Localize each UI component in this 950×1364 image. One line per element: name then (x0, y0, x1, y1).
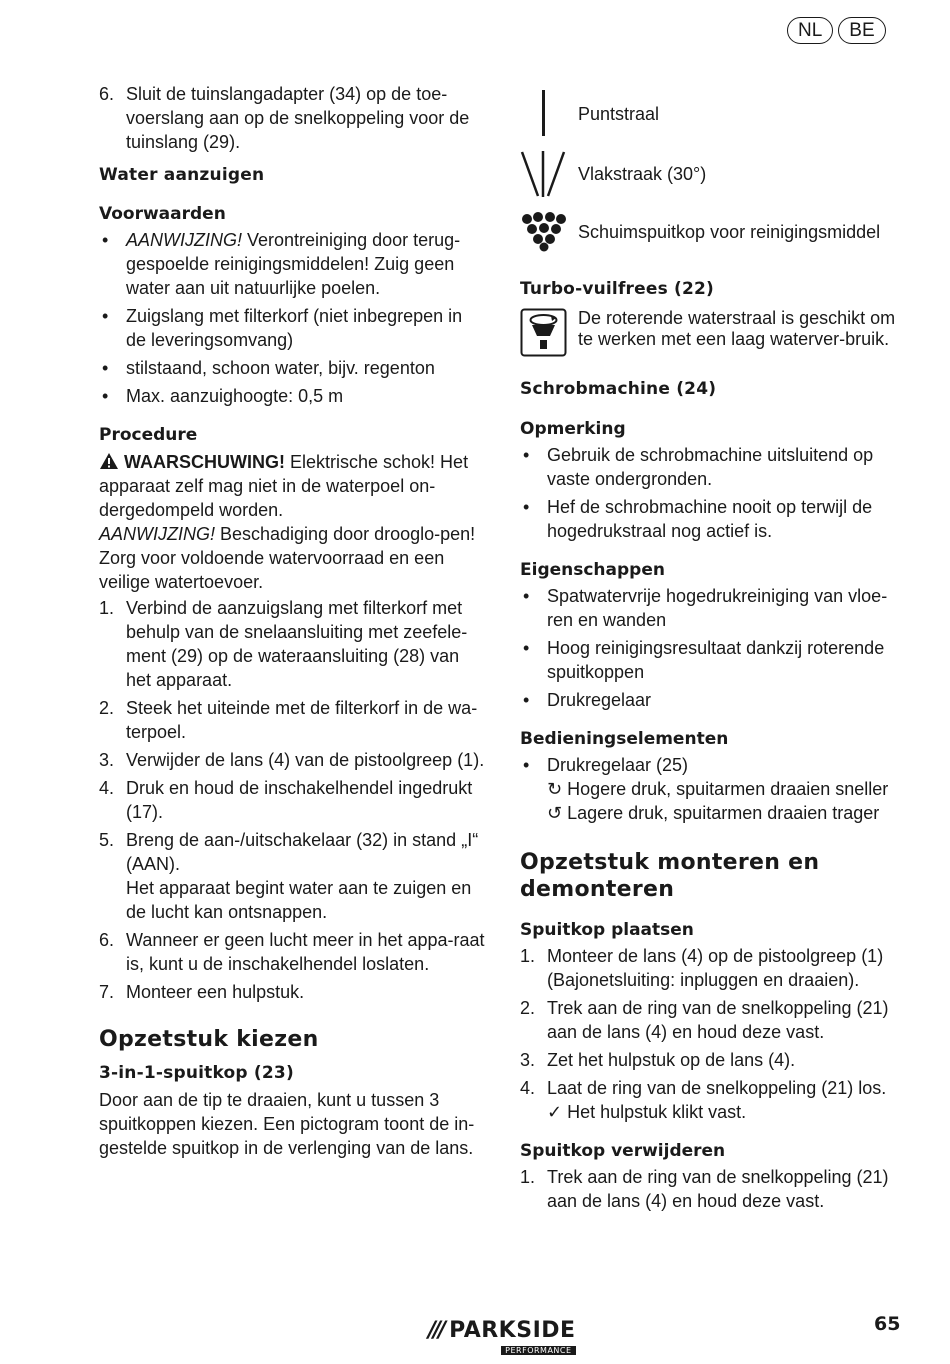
list-item (99, 82, 485, 154)
point-jet-icon (520, 88, 578, 140)
language-badge-nl: NL (787, 17, 833, 44)
spuitkop-paragraph: Door aan de tip te draaien, kunt u tussen 3 spuitkoppen kiezen. Een pictogram toont de in-gestelde spuitkop in de verlenging van de lans. (99, 1090, 475, 1158)
bediening-list (520, 753, 905, 825)
turbo-text: De roterende waterstraal is geschikt om te werken met een laag waterver-bruik. (578, 308, 896, 349)
list-item-text: Drukregelaar (547, 690, 652, 710)
step-number: 2. (99, 698, 115, 718)
step-text: Verbind de aanzuigslang met filterkorf met behulp van de snelaansluiting met zeefele-ment (29) op de wateraansluiting (28) van het apparaat. (126, 598, 468, 690)
foam-nozzle-icon (520, 212, 578, 252)
verwijderen-steps (520, 1165, 905, 1213)
subheading-verwijderen: Spuitkop verwijderen (520, 1141, 726, 1161)
notice-paragraph (99, 522, 485, 594)
list-item-text: Zuigslang met filterkorf (niet inbegrepen in de leveringsomvang) (126, 306, 463, 350)
parkside-logo (428, 1318, 576, 1355)
bullet: • (523, 497, 530, 517)
step-text: Druk en houd de inschakelhendel ingedrukt (17). (126, 778, 473, 822)
list-item-text: stilstaand, schoon water, bijv. regenton (126, 358, 435, 378)
step-text: Breng de aan-/uitschakelaar (32) in stand „I“ (AAN). (126, 830, 479, 874)
warning-label: WAARSCHUWING! (124, 452, 285, 472)
section-heading-monteren (520, 849, 905, 903)
list-item (99, 828, 485, 924)
eigenschappen-list (520, 584, 905, 712)
step-text: Laat de ring van de snelkoppeling (21) los. (547, 1078, 887, 1098)
step-text: Verwijder de lans (4) van de pistoolgreep (1). (126, 750, 485, 770)
logo-slashes: /// (428, 1318, 444, 1343)
turbo-block (520, 308, 905, 358)
section-heading-kiezen: Opzetstuk kiezen (99, 1027, 319, 1052)
notice-label: AANWIJZING! (99, 524, 215, 544)
step-number: 7. (99, 982, 115, 1002)
step-number: 4. (520, 1078, 536, 1098)
subheading-turbo: Turbo-vuilfrees (22) (520, 279, 715, 299)
step-number: 6. (99, 930, 115, 950)
step-text: Zet het hulpstuk op de lans (4). (547, 1050, 796, 1070)
list-item-text: Drukregelaar (25) (547, 755, 689, 775)
list-item (99, 384, 485, 408)
step-number: 5. (99, 830, 115, 850)
bullet: • (523, 690, 530, 710)
subheading-voorwaarden: Voorwaarden (99, 204, 226, 224)
step-text: Monteer een hulpstuk. (126, 982, 305, 1002)
rotate-counterclockwise-icon: ↺ (547, 803, 563, 823)
bullet: • (102, 230, 109, 250)
subheading-plaatsen: Spuitkop plaatsen (520, 920, 694, 940)
list-item (520, 1076, 905, 1124)
step-text: Steek het uiteinde met de filterkorf in de wa-terpoel. (126, 698, 478, 742)
heading-line: demonteren (520, 877, 675, 902)
step-extra-text: Het apparaat begint water aan te zuigen en de lucht kan ontsnappen. (126, 878, 472, 922)
list-item-text: Gebruik de schrobmachine uitsluitend op vaste ondergronden. (547, 445, 874, 489)
step-text: Sluit de tuinslangadapter (34) op de toe-voerslang aan op de snelkoppeling voor de tuinslang (29). (126, 84, 470, 152)
step-result-text: Het hulpstuk klikt vast. (567, 1102, 747, 1122)
step-number: 4. (99, 778, 115, 798)
list-item (99, 748, 485, 772)
list-item-text: Hef de schrobmachine nooit op terwijl de hogedrukstraal nog actief is. (547, 497, 873, 541)
right-column (520, 88, 905, 1213)
list-item (99, 356, 485, 380)
nozzle-row (520, 88, 905, 140)
left-column (99, 82, 485, 1160)
list-item (99, 696, 485, 744)
list-item (99, 304, 485, 352)
step-number: 1. (99, 598, 115, 618)
list-item (520, 996, 905, 1044)
step-number: 3. (99, 750, 115, 770)
list-item-text: Max. aanzuighoogte: 0,5 m (126, 386, 344, 406)
step-text: Wanneer er geen lucht meer in het appa-raat is, kunt u de inschakelhendel loslaten. (126, 930, 485, 974)
notice-label: AANWIJZING! (126, 230, 242, 250)
list-item (520, 495, 905, 543)
flat-jet-icon (520, 149, 578, 199)
bullet: • (102, 386, 109, 406)
bullet: • (102, 306, 109, 326)
list-item (520, 753, 905, 825)
list-item (99, 980, 485, 1004)
logo-subtitle: PERFORMANCE (501, 1346, 575, 1355)
notice-text: Beschadiging door drooglo-pen! Zorg voor voldoende watervoorraad en een veilige watertoevoer. (99, 524, 476, 592)
section-heading-water: Water aanzuigen (99, 165, 265, 185)
list-item (520, 443, 905, 491)
nozzle-row (520, 146, 905, 202)
subheading-schrob: Schrobmachine (24) (520, 379, 717, 399)
checkmark-icon: ✓ (547, 1102, 563, 1122)
subheading-spuitkop: 3-in-1-spuitkop (23) (99, 1063, 294, 1083)
bullet: • (102, 358, 109, 378)
step-number: 3. (520, 1050, 536, 1070)
opmerking-list (520, 443, 905, 543)
warning-paragraph (99, 450, 485, 522)
list-item (520, 1165, 905, 1213)
step-number: 2. (520, 998, 536, 1018)
step-number: 1. (520, 1167, 536, 1187)
procedure-steps (99, 596, 485, 1004)
list-item-text: Spatwatervrije hogedrukreiniging van vloe-ren en wanden (547, 586, 888, 630)
list-item (520, 944, 905, 992)
step-number: 6. (99, 84, 115, 104)
plaatsen-steps (520, 944, 905, 1124)
subheading-bediening: Bedieningselementen (520, 729, 729, 749)
warning-text: Elektrische schok! Het apparaat zelf mag niet in de waterpoel on-dergedompeld worden. (99, 452, 469, 520)
heading-line: Opzetstuk monteren en (520, 850, 820, 875)
logo-brand: PARKSIDE (449, 1318, 576, 1343)
list-item-text: Hoog reinigingsresultaat dankzij roterende spuitkoppen (547, 638, 885, 682)
list-item (99, 776, 485, 824)
bullet: • (523, 445, 530, 465)
nozzle-row (520, 208, 905, 256)
list-item (520, 584, 905, 632)
step-text: Monteer de lans (4) op de pistoolgreep (1) (Bajonetsluiting: inpluggen en draaien). (547, 946, 884, 990)
sub-item-text: Hogere druk, spuitarmen draaien sneller (567, 779, 889, 799)
nozzle-label: Vlakstraak (30°) (578, 164, 707, 184)
step-number: 1. (520, 946, 536, 966)
list-item (520, 636, 905, 684)
list-item (99, 596, 485, 692)
step-text: Trek aan de ring van de snelkoppeling (21) aan de lans (4) en houd deze vast. (547, 998, 889, 1042)
list-item (520, 1048, 905, 1072)
rotate-clockwise-icon: ↻ (547, 779, 563, 799)
list-item (99, 228, 485, 300)
subheading-eigenschappen: Eigenschappen (520, 560, 665, 580)
bullet: • (523, 638, 530, 658)
nozzle-label: Schuimspuitkop voor reinigingsmiddel (578, 222, 881, 242)
sub-item-text: Lagere druk, spuitarmen draaien trager (567, 803, 880, 823)
list-item (520, 688, 905, 712)
warning-icon (99, 452, 119, 470)
page-number: 65 (874, 1313, 901, 1335)
list-item (99, 928, 485, 976)
bullet: • (523, 586, 530, 606)
step-text: Trek aan de ring van de snelkoppeling (21) aan de lans (4) en houd deze vast. (547, 1167, 889, 1211)
nozzle-label: Puntstraal (578, 104, 660, 124)
language-badge-be: BE (838, 17, 885, 44)
list-item-text: Verontreiniging door terug-gespoelde reinigingsmiddelen! Zuig geen water aan uit natuurlijke poelen. (126, 230, 461, 298)
bullet: • (523, 755, 530, 775)
subheading-opmerking: Opmerking (520, 419, 626, 439)
subheading-procedure: Procedure (99, 425, 198, 445)
intro-step-list (99, 82, 485, 154)
voorwaarden-list (99, 228, 485, 408)
language-badges (787, 17, 886, 44)
turbo-nozzle-icon (520, 308, 578, 358)
